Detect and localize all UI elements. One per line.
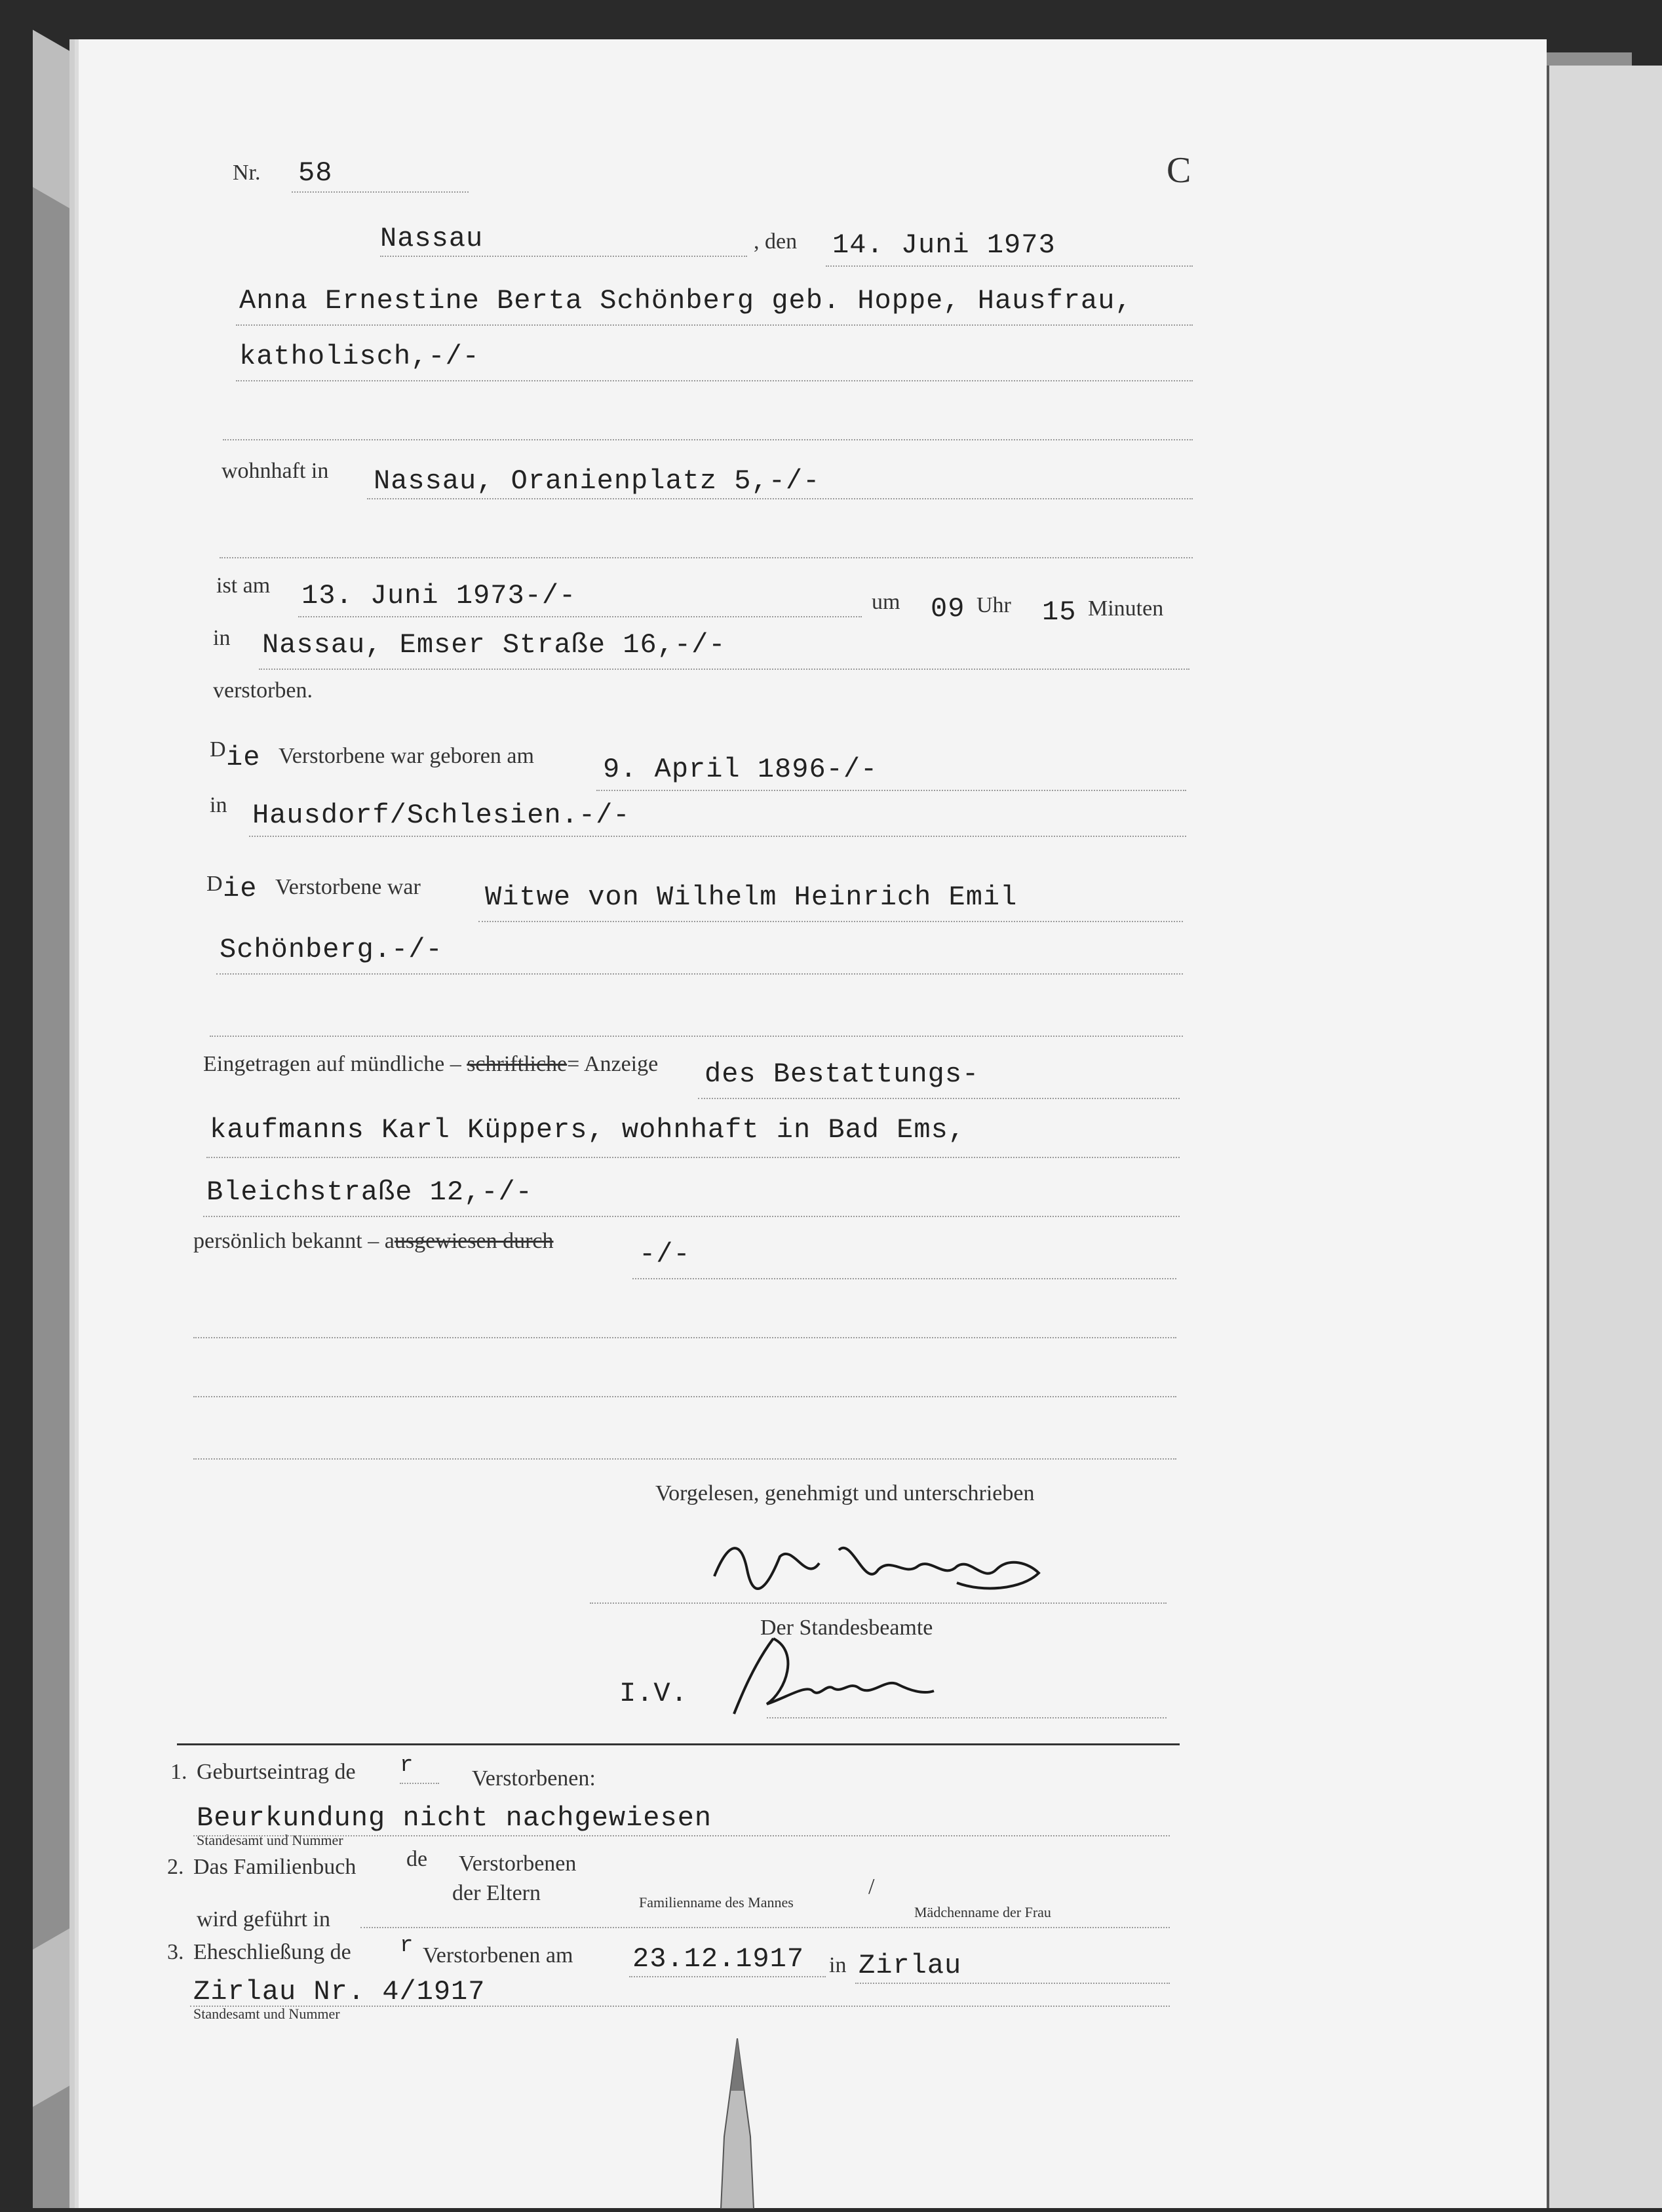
note-3-number: 3.: [167, 1940, 184, 1964]
note-3-label2: Verstorbenen am: [423, 1943, 573, 1968]
opposite-page-edge: [1547, 66, 1662, 2208]
note-1-value: Beurkundung nicht nachgewiesen: [197, 1802, 712, 1834]
official-signature-line: [767, 1717, 1167, 1718]
note-3-place-line: [855, 1983, 1170, 1984]
identity-line: [632, 1278, 1176, 1279]
death-place-line: [259, 669, 1189, 670]
identity-label: persönlich bekannt – ausgewiesen durch: [193, 1229, 554, 1253]
blank-line-2: [193, 1396, 1176, 1397]
note-2-label: Das Familienbuch: [193, 1855, 357, 1879]
birth-place: Hausdorf/Schlesien.-/-: [252, 800, 630, 831]
birth-ie: ie: [226, 742, 261, 773]
death-place-label: in: [213, 626, 231, 650]
death-date-label: ist am: [216, 573, 271, 598]
official-label: Der Standesbeamte: [760, 1616, 933, 1640]
note-2-caption-maiden: Mädchenname der Frau: [914, 1904, 1051, 1920]
note-1-label: Geburtseintrag de: [197, 1760, 356, 1784]
identity-value: -/-: [639, 1239, 691, 1270]
note-3-date: 23.12.1917: [632, 1943, 805, 1975]
marital-line-2: [216, 973, 1183, 975]
marital-status-line2: Schönberg.-/-: [220, 934, 443, 965]
official-signature: [727, 1625, 937, 1724]
marital-status-line1: Witwe von Wilhelm Heinrich Emil: [485, 882, 1018, 913]
marital-label: Verstorbene war: [275, 875, 421, 899]
note-2-line: [360, 1927, 1170, 1928]
birth-date-line: [596, 790, 1186, 791]
note-3-in: in: [829, 1953, 847, 1977]
marital-line-1: [478, 921, 1183, 922]
note-1-caption: Standesamt und Nummer: [197, 1832, 343, 1848]
place-line: [380, 256, 747, 257]
note-2-slash: /: [868, 1874, 875, 1899]
name-line-1: [236, 324, 1193, 326]
registration-line2: kaufmanns Karl Küppers, wohnhaft in Bad Ems,: [210, 1114, 965, 1146]
note-3-place: Zirlau: [859, 1950, 962, 1981]
name-line-2: [236, 380, 1193, 381]
note-3-date-line: [629, 1976, 826, 1977]
registration-label: Eingetragen auf mündliche – schriftliche= Anzeige: [203, 1052, 659, 1076]
deceased-name-line2: katholisch,-/-: [239, 341, 480, 372]
minuten-label: Minuten: [1088, 596, 1164, 621]
residence-label: wohnhaft in: [222, 459, 329, 483]
death-hour: 09: [931, 593, 965, 625]
registration-line3: Bleichstraße 12,-/-: [206, 1176, 533, 1208]
register-page: [79, 39, 1547, 2208]
birth-place-label: in: [210, 793, 227, 817]
note-2-caption-husband: Familienname des Mannes: [639, 1894, 794, 1911]
birth-place-line: [249, 836, 1186, 837]
death-minute: 15: [1042, 596, 1077, 628]
deceased-name-line1: Anna Ernestine Berta Schönberg geb. Hoppe, Hausfrau,: [239, 285, 1132, 317]
note-1-fill: r: [400, 1753, 414, 1778]
informant-signature: [708, 1530, 1049, 1602]
birth-date: 9. April 1896-/-: [603, 754, 878, 785]
den-label: , den: [754, 229, 798, 254]
residence-value: Nassau, Oranienplatz 5,-/-: [374, 465, 821, 497]
um-label: um: [872, 590, 900, 614]
informant-signature-line: [590, 1602, 1167, 1604]
marital-line-3: [210, 1036, 1183, 1037]
register-letter: C: [1167, 150, 1191, 191]
blank-line-1: [193, 1337, 1176, 1338]
note-2-number: 2.: [167, 1855, 184, 1879]
pen-tip: [714, 2038, 760, 2209]
nr-value: 58: [298, 157, 333, 189]
nr-line: [292, 191, 469, 193]
note-1-label2: Verstorbenen:: [472, 1766, 596, 1791]
note-3-caption: Standesamt und Nummer: [193, 2006, 340, 2022]
marital-ie: ie: [223, 873, 258, 904]
name-line-3: [223, 439, 1193, 440]
registration-line-1: [698, 1098, 1180, 1099]
registration-line-2: [206, 1157, 1180, 1158]
verstorben-label: verstorben.: [213, 678, 313, 703]
note-2-de: de: [406, 1847, 428, 1871]
death-date: 13. Juni 1973-/-: [301, 580, 577, 611]
death-date-line: [298, 616, 862, 617]
note-1-fill-line: [400, 1783, 439, 1784]
record-date-line: [826, 265, 1193, 267]
iv-label: I.V.: [619, 1678, 688, 1709]
uhr-label: Uhr: [976, 593, 1011, 617]
residence-line: [367, 498, 1193, 499]
note-3-line: [190, 2006, 1170, 2007]
nr-label: Nr.: [233, 161, 261, 185]
registration-line-3: [203, 1216, 1180, 1217]
record-date: 14. Juni 1973: [832, 229, 1056, 261]
residence-line-2: [220, 557, 1193, 558]
note-1-number: 1.: [170, 1760, 187, 1784]
birth-d-label: D: [210, 737, 226, 762]
note-2-eltern: der Eltern: [452, 1881, 541, 1905]
marital-d-label: D: [206, 872, 223, 896]
note-3-fill: r: [400, 1933, 414, 1958]
place-value: Nassau: [380, 223, 484, 254]
blank-line-3: [193, 1458, 1176, 1460]
registration-line1: des Bestattungs-: [705, 1058, 980, 1090]
death-place: Nassau, Emser Straße 16,-/-: [262, 629, 726, 661]
note-3-label: Eheschließung de: [193, 1940, 351, 1964]
note-1-line: [193, 1835, 1170, 1836]
birth-date-label: Verstorbene war geboren am: [279, 744, 534, 768]
note-3-value: Zirlau Nr. 4/1917: [193, 1976, 486, 2008]
read-approved-label: Vorgelesen, genehmigt und unterschrieben: [655, 1481, 1035, 1505]
note-2-label2: wird geführt in: [197, 1907, 330, 1931]
note-2-verstorbenen: Verstorbenen: [459, 1852, 577, 1876]
notes-divider: [177, 1743, 1180, 1745]
